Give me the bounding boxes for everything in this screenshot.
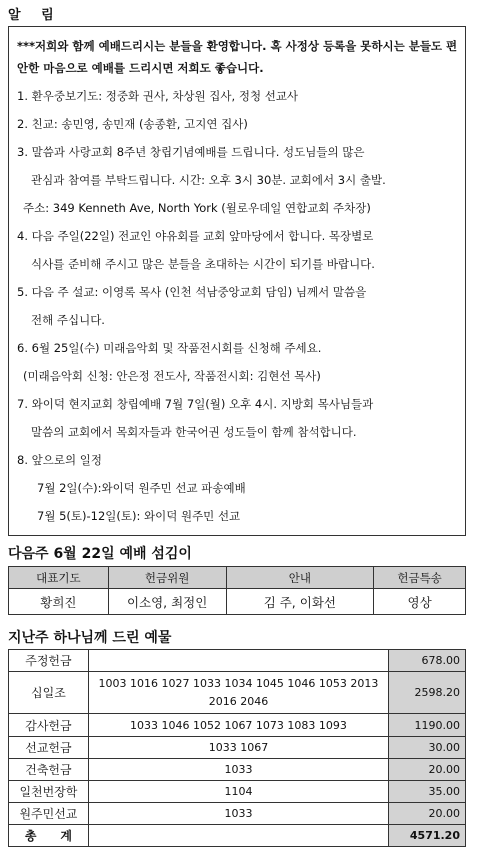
notice-item-continued: 전해 주십니다. — [31, 313, 105, 327]
total-label: 총 계 — [9, 825, 89, 847]
notice-item-continued: 말씀의 교회에서 목회자들과 한국어권 성도들이 함께 참석합니다. — [31, 425, 357, 439]
offering-numbers-line: 2016 2046 — [208, 694, 269, 708]
header-usher: 안내 — [226, 567, 374, 589]
notice-box — [8, 26, 466, 536]
notice-item: 3. 말씀과 사랑교회 8주년 창립기념예배를 드립니다. 성도님들의 많은 — [17, 145, 365, 159]
offering-numbers: 1033 — [88, 803, 388, 825]
notice-item-continued: 관심과 참여를 부탁드립니다. 시간: 오후 3시 30분. 교회에서 3시 출발. — [31, 173, 386, 187]
offering-numbers: 1033 1046 1052 1067 1073 1083 1093 — [88, 714, 388, 737]
notice-item: 5. 다음 주 설교: 이영록 목사 (인천 석남중앙교회 담임) 님께서 말씀을 — [17, 285, 367, 299]
notice-item: 6. 6월 25일(수) 미래음악회 및 작품전시회를 신청해 주세요. — [17, 341, 322, 355]
cell-prayer: 황희진 — [9, 589, 109, 615]
offering-numbers: 1104 — [88, 781, 388, 803]
schedule-item: 7월 5(토)-12일(토): 와이덕 원주민 선교 — [37, 509, 241, 523]
offerings-table — [8, 649, 466, 847]
header-prayer: 대표기도 — [9, 567, 109, 589]
table-row — [9, 759, 466, 781]
offering-numbers-line: 1003 1016 1027 1033 1034 1045 1046 1053 2013 — [98, 676, 379, 690]
offering-amount: 20.00 — [389, 759, 466, 781]
offering-amount: 35.00 — [389, 781, 466, 803]
table-row — [9, 737, 466, 759]
offering-label: 주정헌금 — [9, 650, 89, 672]
notice-item-continued: (미래음악회 신청: 안은정 전도사, 작품전시회: 김현선 목사) — [23, 369, 321, 383]
offering-label: 건축헌금 — [9, 759, 89, 781]
cell-special-song: 영상 — [374, 589, 466, 615]
offering-amount: 20.00 — [389, 803, 466, 825]
notice-item: 2. 친교: 송민영, 송민재 (송종환, 고지연 집사) — [17, 117, 248, 131]
table-row — [9, 803, 466, 825]
offering-amount: 678.00 — [389, 650, 466, 672]
welcome-message: ***저희와 함께 예배드리시는 분들을 환영합니다. 혹 사정상 등록을 못하시는 분들도 편안한 마음으로 예배를 드리시면 저희도 좋습니다. — [17, 39, 458, 75]
offering-numbers — [88, 672, 388, 714]
offering-label: 일천번장학 — [9, 781, 89, 803]
schedule-item: 7월 2일(수):와이덕 원주민 선교 파송예배 — [37, 481, 246, 495]
next-service-title: 다음주 6월 22일 예배 섬김이 — [8, 546, 192, 562]
header-offering-committee: 헌금위원 — [108, 567, 226, 589]
offering-amount: 30.00 — [389, 737, 466, 759]
offering-numbers: 1033 — [88, 759, 388, 781]
table-row — [9, 714, 466, 737]
notice-title: 알 림 — [8, 8, 62, 23]
notice-item: 7. 와이덕 현지교회 창립예배 7월 7일(월) 오후 4시. 지방회 목사님들과 — [17, 397, 374, 411]
next-service-table — [8, 566, 466, 615]
table-row — [9, 672, 466, 714]
header-special-song: 헌금특송 — [374, 567, 466, 589]
table-row — [9, 650, 466, 672]
offering-amount: 1190.00 — [389, 714, 466, 737]
notice-item-continued: 주소: 349 Kenneth Ave, North York (윌로우데일 연합교회 주차장) — [23, 201, 371, 215]
notice-item: 8. 앞으로의 일정 — [17, 453, 102, 467]
table-row — [9, 781, 466, 803]
offering-label: 감사헌금 — [9, 714, 89, 737]
cell-offering-committee: 이소영, 최정인 — [108, 589, 226, 615]
offering-label: 선교헌금 — [9, 737, 89, 759]
total-amount: 4571.20 — [389, 825, 466, 847]
offerings-title: 지난주 하나님께 드린 예물 — [8, 630, 172, 646]
offering-label: 원주민선교 — [9, 803, 89, 825]
cell-usher: 김 주, 이화선 — [226, 589, 374, 615]
notice-item-continued: 식사를 준비해 주시고 많은 분들을 초대하는 시간이 되기를 바랍니다. — [31, 257, 375, 271]
offering-amount: 2598.20 — [389, 672, 466, 714]
total-row — [9, 825, 466, 847]
offering-label: 십일조 — [9, 672, 89, 714]
offering-numbers: 1033 1067 — [88, 737, 388, 759]
offering-numbers — [88, 650, 388, 672]
notice-item: 4. 다음 주일(22일) 전교인 야유회를 교회 앞마당에서 합니다. 목장별로 — [17, 229, 374, 243]
notice-item: 1. 환우중보기도: 정중화 권사, 차상원 집사, 정청 선교사 — [17, 89, 299, 103]
total-spacer — [88, 825, 388, 847]
